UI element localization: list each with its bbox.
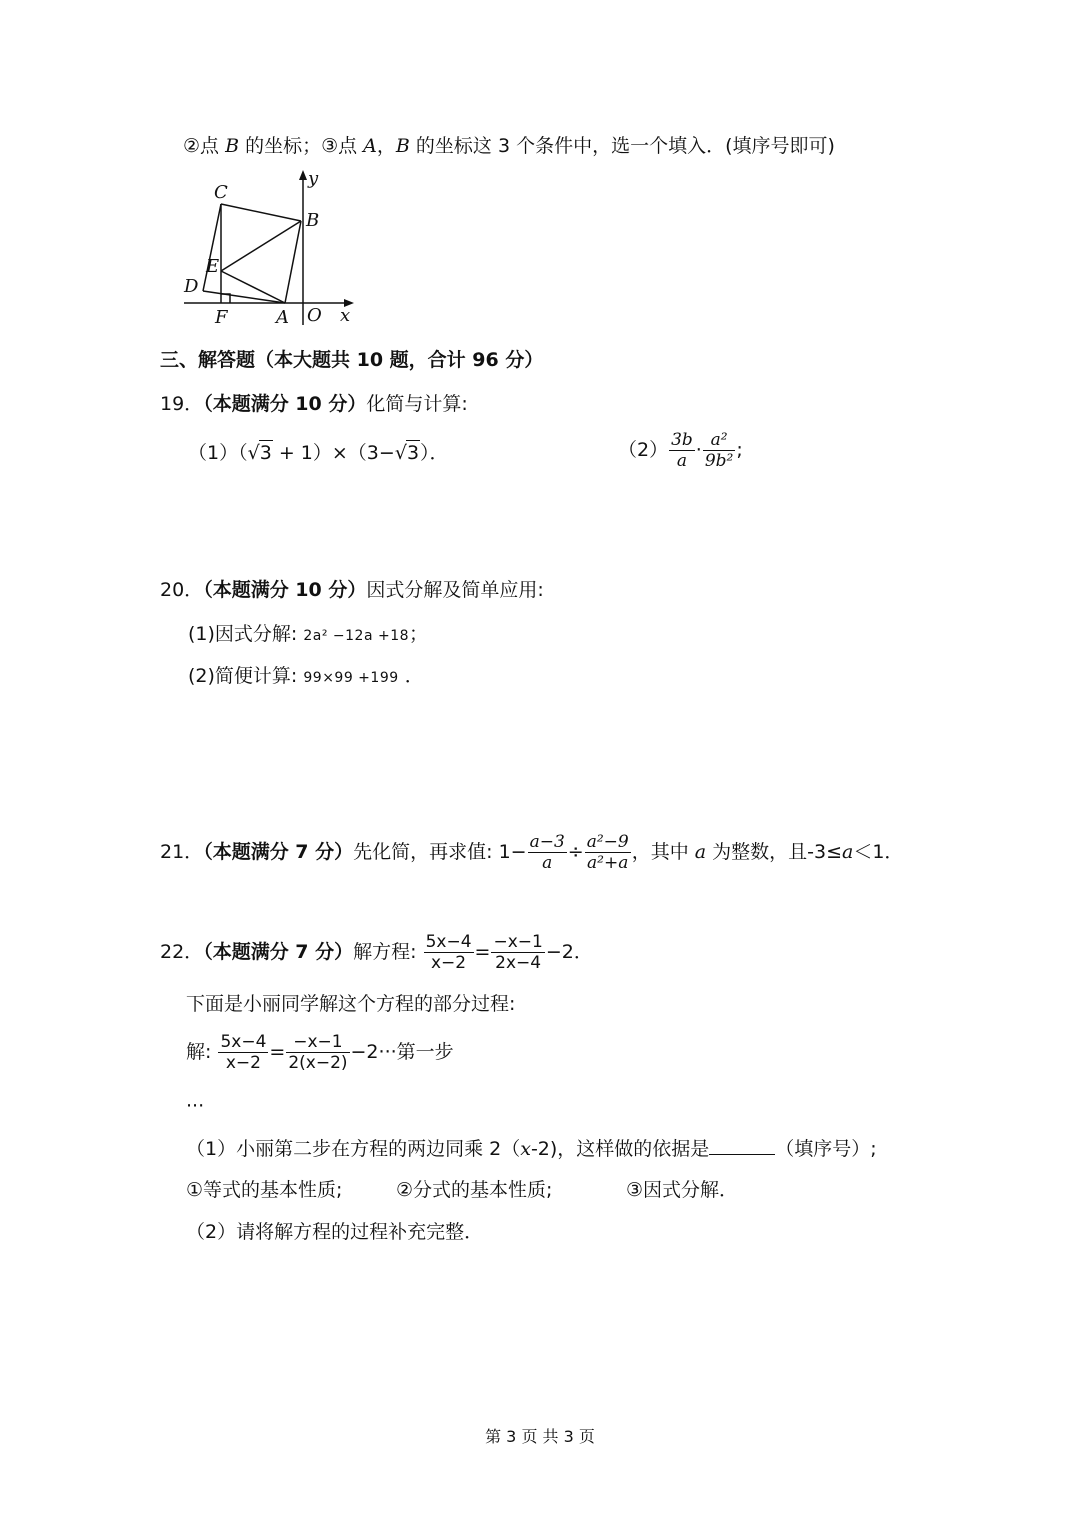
- q22-ellipsis: ···: [186, 1095, 205, 1117]
- denominator: a²+a: [587, 853, 629, 873]
- operator: =: [269, 1041, 286, 1063]
- numerator: 3b: [671, 430, 693, 450]
- question-prompt: 先化简，再求值: 1−: [353, 841, 527, 863]
- denominator: a: [676, 451, 688, 471]
- denominator: x−2: [431, 953, 467, 973]
- question-prompt: 因式分解及简单应用:: [366, 579, 544, 601]
- text-segment: 的坐标这 3 个条件中，选一个填入．(填序号即可): [409, 135, 835, 157]
- question-number: 22．: [160, 941, 204, 963]
- segment-ba: [285, 221, 301, 303]
- text-segment: ，其中: [631, 841, 695, 863]
- q20-part1: [188, 622, 428, 648]
- label-b: B: [306, 210, 320, 231]
- q21-line: [160, 832, 903, 873]
- denominator: 2x−4: [495, 953, 542, 973]
- label-o: O: [307, 305, 322, 326]
- score-note: （本题满分 10 分）: [203, 579, 367, 601]
- score-note: （本题满分 10 分）: [203, 393, 367, 415]
- score-note: （本题满分 7 分）: [203, 841, 354, 863]
- math-expression: 99×99 +199: [303, 670, 399, 686]
- question-prompt: 解方程:: [353, 941, 417, 963]
- q22-option-2: ②分式的基本性质;: [396, 1179, 553, 1201]
- operator: ÷: [567, 841, 584, 863]
- q22-subquestion-2: （2）请将解方程的过程补充完整．: [186, 1221, 484, 1243]
- sqrt-sign: √: [394, 442, 407, 464]
- operator: =: [474, 941, 491, 963]
- q19-header: [160, 392, 468, 416]
- text-segment: ，: [376, 135, 396, 157]
- question-number: 19．: [160, 393, 204, 415]
- segment-eb: [221, 221, 301, 271]
- var-a: A: [363, 135, 377, 157]
- numerator: −x−1: [493, 932, 543, 952]
- q22-intro: 下面是小丽同学解这个方程的部分过程:: [186, 993, 516, 1015]
- text-segment: + 1）×（3−: [272, 442, 395, 464]
- question-number: 21．: [160, 841, 204, 863]
- label-c: C: [214, 182, 228, 203]
- fraction: [585, 832, 631, 873]
- score-note: （本题满分 7 分）: [203, 941, 354, 963]
- text-segment: (1)因式分解:: [188, 623, 298, 645]
- numerator: a²−9: [586, 832, 629, 852]
- fraction: [669, 430, 695, 471]
- text-segment: −2．: [545, 941, 593, 963]
- q22-subquestion-1: [186, 1136, 877, 1161]
- q20-part2: [188, 664, 424, 690]
- denominator: 9b²: [704, 451, 734, 471]
- text-segment: （填序号）;: [775, 1138, 877, 1160]
- label-f: F: [215, 307, 228, 328]
- denominator: x−2: [225, 1053, 261, 1073]
- question-prompt: 化简与计算:: [366, 393, 468, 415]
- q20-header: [160, 578, 544, 602]
- denominator: 2(x−2): [288, 1053, 348, 1073]
- fraction: [491, 932, 544, 973]
- numerator: 5x−4: [425, 932, 472, 952]
- text-segment: ②点: [183, 135, 226, 157]
- text-segment: -2)，这样做的依据是: [530, 1138, 710, 1160]
- question-number: 20．: [160, 579, 204, 601]
- q22-line: [160, 932, 593, 973]
- q22-solution-step1: [186, 1032, 454, 1073]
- var-x: x: [520, 1138, 531, 1160]
- answer-blank[interactable]: [709, 1136, 775, 1155]
- q22-option-1: ①等式的基本性质;: [186, 1179, 343, 1201]
- text-segment: （1）小丽第二步在方程的两边同乘 2（: [186, 1138, 521, 1160]
- fraction: [424, 932, 474, 973]
- sqrt-radicand: 3: [406, 442, 420, 464]
- text-segment: ．: [404, 665, 424, 687]
- numerator: 5x−4: [220, 1032, 267, 1052]
- text-segment: ;: [736, 439, 743, 461]
- fraction: [218, 1032, 268, 1073]
- numerator: a²: [703, 430, 736, 451]
- text-segment: ）．: [420, 442, 449, 464]
- page-footer: 第 3 页 共 3 页: [485, 1427, 595, 1446]
- text-segment: ＜1．: [853, 841, 904, 863]
- var-a: a: [694, 841, 707, 863]
- var-b: B: [225, 135, 240, 157]
- label-e: E: [206, 256, 220, 277]
- text-segment: −2···第一步: [350, 1041, 454, 1063]
- var-b: B: [395, 135, 410, 157]
- text-segment: (2)简便计算:: [188, 665, 298, 687]
- math-expression: 2a² −12a +18: [303, 628, 410, 644]
- text-segment: （1）（: [188, 442, 248, 464]
- numerator: −x−1: [286, 1032, 349, 1053]
- numerator: a−3: [529, 832, 565, 852]
- text-segment: ；: [409, 623, 429, 645]
- fraction: [703, 430, 736, 471]
- text-segment: 的坐标；③点: [239, 135, 364, 157]
- label-d: D: [184, 276, 199, 297]
- sqrt-radicand: 3: [259, 442, 272, 464]
- var-a: a: [842, 841, 854, 863]
- q19-part1: [188, 440, 449, 465]
- geometry-figure: [170, 165, 370, 335]
- label-a: A: [276, 307, 289, 328]
- text-segment: 解:: [186, 1041, 212, 1063]
- previous-question-tail: [183, 134, 835, 158]
- sqrt-sign: √: [247, 442, 260, 464]
- q19-part2: [618, 430, 743, 471]
- section-title: 三、解答题（本大题共 10 题，合计 96 分）: [160, 349, 544, 371]
- text-segment: （2）: [618, 439, 669, 461]
- denominator: a: [542, 853, 553, 873]
- text-segment: 为整数，且-3≤: [706, 841, 843, 863]
- operator: ·: [695, 439, 702, 461]
- segment-cb: [221, 204, 301, 221]
- q22-option-3: ③因式分解．: [626, 1179, 739, 1201]
- label-y: y: [308, 168, 319, 189]
- fraction: [528, 832, 567, 873]
- label-x: x: [340, 305, 351, 326]
- y-axis-arrow: [299, 170, 307, 180]
- fraction: [286, 1032, 349, 1073]
- segment-cd: [203, 204, 221, 291]
